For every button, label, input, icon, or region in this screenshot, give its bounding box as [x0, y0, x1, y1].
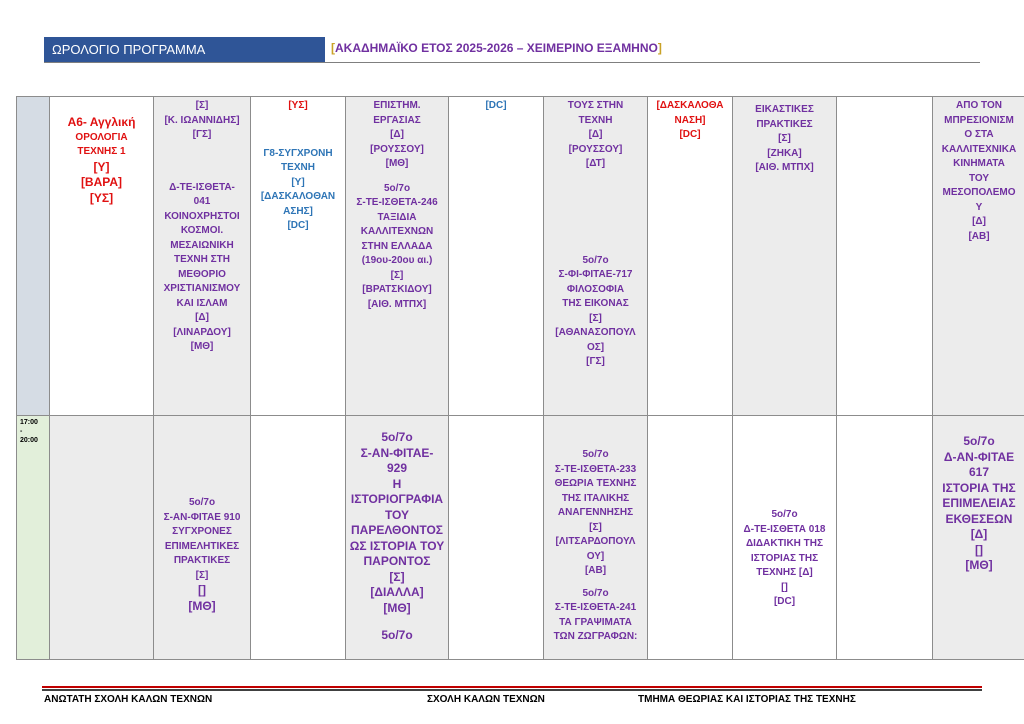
text-line: ΕΡΓΑΣΙΑΣ: [373, 114, 421, 126]
slot-r1-c1: [49, 96, 154, 416]
text-line: ΦΙΛΟΣΟΦΙΑ: [566, 283, 625, 295]
text-line: Γ8-ΣΥΓΧΡΟΝΗ: [263, 147, 333, 159]
text-line: [ΑΒ]: [968, 230, 990, 242]
text-line: ΤΕΧΝΗ: [281, 162, 315, 173]
text-line: ΚΟΣΜΟΙ.: [180, 225, 224, 236]
text-line: ΤΑΞΙΔΙΑ: [377, 211, 417, 223]
text-line: ΕΠΙΜΕΛΕΙΑΣ: [942, 496, 1016, 510]
slot-r1-c3-course: [253, 147, 343, 234]
text-line: ΟΥ]: [586, 550, 605, 562]
text-line: ΑΝΑΓΕΝΝΗΣΗΣ: [557, 507, 634, 518]
text-line: ΕΚΘΕΣΕΩΝ: [945, 511, 1013, 526]
text-line: 5ο/7ο: [582, 449, 609, 460]
text-line: ΜΕΣΟΠΟΛΕΜΟ: [942, 187, 1016, 198]
text-line: ΠΑΡΕΛΘΟΝΤΟΣ: [350, 523, 443, 537]
text-line: [ΜΘ]: [965, 558, 993, 572]
text-line: 20:00: [20, 437, 38, 444]
text-line: [ΥΣ]: [89, 190, 114, 205]
text-line: ΚΙΝΗΜΑΤΑ: [953, 158, 1005, 169]
text-line: []: [198, 583, 206, 597]
slot-r1-c2-course: [156, 181, 248, 355]
text-line: [DC]: [485, 100, 507, 111]
text-line: [ΒΡΑΤΣΚΙΔΟΥ]: [362, 284, 432, 295]
text-line: 5ο/7ο: [771, 509, 798, 520]
text-line: Σ-ΤΕ-ΙΣΘΕΤΑ-233: [554, 463, 637, 475]
text-line: ΤΟΥΣ ΣΤΗΝ: [567, 100, 624, 111]
text-line: ΟΡΟΛΟΓΙΑ: [75, 131, 128, 143]
text-line: Σ-ΑΝ-ΦΙΤΑΕ 910: [163, 511, 241, 523]
text-line: ΕΠΙΣΤΗΜ.: [373, 100, 421, 111]
text-line: ΕΙΚΑΣΤΙΚΕΣ: [755, 104, 814, 115]
text-line: [ΓΣ]: [192, 129, 212, 140]
slot-r1-c6: [543, 96, 648, 416]
text-line: ΤΕΧΝΗΣ [Δ]: [756, 567, 813, 578]
text-line: (19ου-20ου αι.): [361, 255, 433, 266]
text-line: [ΛΙΝΑΡΔΟΥ]: [173, 326, 231, 338]
text-line: ΚΟΙΝΟΧΡΗΣΤΟΙ: [164, 210, 240, 222]
text-line: Δ-ΤΕ-ΙΣΘΕΤΑ 018: [743, 523, 826, 535]
text-line: [ΜΘ]: [190, 341, 214, 352]
text-line: ΣΥΓΧΡΟΝΕΣ: [172, 526, 232, 537]
slot-r1-c6-top: [546, 99, 645, 172]
text-line: 5ο/7ο: [582, 587, 609, 599]
text-line: Ο ΣΤΑ: [964, 129, 994, 140]
text-line: 5ο/7ο: [381, 430, 413, 444]
text-line: [Σ]: [195, 100, 209, 111]
text-line: [Σ]: [389, 569, 405, 584]
text-line: [ΓΣ]: [586, 356, 605, 367]
text-line: [Δ]: [588, 129, 603, 140]
text-line: [ΜΘ]: [188, 598, 216, 613]
text-line: [Υ]: [291, 176, 305, 188]
text-line: ΙΣΤΟΡΙΑ ΤΗΣ: [942, 480, 1016, 495]
slot-r2-c2: [153, 415, 251, 660]
text-line: [ΔΑΣΚΑΛΟΘΑΝ: [260, 191, 336, 202]
slot-r2-c6-top: [546, 448, 645, 579]
text-line: ΟΣ]: [586, 341, 605, 353]
text-line: ΔΙΔΑΚΤΙΚΗ ΤΗΣ: [745, 538, 824, 549]
text-line: [Σ]: [589, 312, 602, 324]
slot-r1-c10: [932, 96, 1024, 416]
slot-r2-c4: [345, 415, 449, 660]
text-line: ΤΟΥ: [968, 172, 990, 184]
text-line: ΙΣΤΟΡΙΑΣ ΤΗΣ: [750, 552, 819, 564]
text-line: [Δ]: [972, 216, 986, 227]
slot-r2-c6-course: [546, 587, 645, 645]
slot-r2-c7: [647, 415, 733, 660]
slot-r1-c4-course: [348, 182, 446, 313]
footer-divider-dark: [42, 689, 982, 691]
text-line: [ΒΑΡΑ]: [80, 175, 123, 189]
text-line: [Υ]: [93, 159, 110, 174]
page-title: ΩΡΟΛΟΓΙΟ ΠΡΟΓΡΑΜΜΑ: [44, 37, 325, 62]
text-line: [Δ]: [195, 312, 209, 323]
text-line: Σ-ΦΙ-ΦΙΤΑΕ-717: [558, 269, 633, 280]
slot-r1-c2: [153, 96, 251, 416]
text-line: ΠΡΑΚΤΙΚΕΣ: [756, 118, 813, 130]
slot-r1-c7: [647, 96, 733, 416]
slot-r1-c4-top: [348, 99, 446, 172]
text-line: ΠΑΡΟΝΤΟΣ: [363, 554, 431, 568]
text-line: 5ο/7ο: [383, 182, 411, 194]
text-line: [ΔΤ]: [585, 158, 606, 169]
text-line: 17:00: [20, 419, 38, 426]
text-line: [ΜΘ]: [385, 158, 409, 169]
text-line: Σ-ΤΕ-ΙΣΘΕΤΑ-246: [356, 197, 438, 208]
text-line: ΤΗΣ ΕΙΚΟΝΑΣ: [562, 298, 629, 309]
text-line: ΜΠΡΕΣΙΟΝΙΣΜ: [944, 114, 1014, 126]
text-line: 617: [968, 465, 990, 479]
slot-r1-c6-course: [546, 254, 645, 370]
time-cell-row-1: [16, 96, 50, 416]
text-line: ΝΑΣΗ]: [674, 114, 706, 126]
text-line: [DC]: [773, 596, 796, 607]
text-line: ΑΣΗΣ]: [283, 205, 313, 217]
text-line: [Σ]: [195, 569, 209, 581]
text-line: []: [781, 581, 788, 593]
text-line: ΤΕΧΝΗ ΣΤΗ: [173, 254, 230, 265]
text-line: ΤΩΝ ΖΩΓΡΑΦΩΝ:: [553, 631, 638, 642]
text-line: ΤΑ ΓΡΑΨΙΜΑΤΑ: [559, 616, 632, 628]
text-line: 5ο/7ο: [188, 497, 216, 508]
text-line: Δ-ΑΝ-ΦΙΤΑΕ: [943, 449, 1015, 464]
text-line: ΩΣ ΙΣΤΟΡΙΑ ΤΟΥ: [349, 538, 445, 553]
slot-r1-c4: [345, 96, 449, 416]
footer-divider-red: [42, 686, 982, 688]
text-line: ΧΡΙΣΤΙΑΝΙΣΜΟΥ: [163, 283, 241, 294]
text-line: [DC]: [679, 129, 701, 140]
text-line: [Κ. ΙΩΑΝΝΙΔΗΣ]: [164, 114, 240, 126]
text-line: ΤΗΣ ΙΤΑΛΙΚΗΣ: [561, 492, 630, 504]
text-line: ΚΑΛΛΙΤΕΧΝΙΚΑ: [941, 143, 1017, 155]
slot-r1-c3-top: [253, 99, 343, 114]
text-line: [ΑΙΘ. ΜΤΠΧ]: [755, 162, 814, 173]
text-line: [ΥΣ]: [288, 100, 308, 111]
text-line: [ΡΟΥΣΣΟΥ]: [568, 143, 623, 155]
text-line: ΜΕΘΟΡΙΟ: [178, 268, 226, 280]
text-line: Υ: [975, 201, 983, 213]
text-line: [Σ]: [589, 521, 602, 533]
text-line: ΕΠΙΜΕΛΗΤΙΚΕΣ: [164, 540, 240, 552]
text-line: 5ο/7ο: [963, 434, 995, 448]
text-line: -: [20, 428, 23, 435]
text-line: [ΜΘ]: [383, 600, 411, 615]
slot-r2-c5: [448, 415, 544, 660]
slot-r1-c5: [448, 96, 544, 416]
table-row-1: [17, 97, 1024, 416]
text-line: ΤΕΧΝΗΣ 1: [77, 146, 126, 157]
text-line: [Δ]: [390, 129, 404, 140]
text-line: ΙΣΤΟΡΙΟΓΡΑΦΙΑ: [350, 492, 444, 506]
text-line: ΘΕΩΡΙΑ ΤΕΧΝΗΣ: [554, 478, 637, 489]
text-line: ΑΠΟ ΤΟΝ: [956, 100, 1002, 111]
slot-r2-c3: [250, 415, 346, 660]
text-line: Α6- Αγγλική: [67, 115, 136, 129]
text-line: 5ο/7ο: [381, 628, 413, 642]
text-line: [ΑΙΘ. ΜΤΠΧ]: [367, 298, 427, 310]
slot-r1-c2-top: [156, 99, 248, 143]
text-line: [DC]: [287, 220, 309, 231]
text-line: ΤΕΧΝΗ: [578, 114, 613, 126]
text-line: ΠΡΑΚΤΙΚΕΣ: [173, 555, 231, 566]
text-line: [Σ]: [390, 269, 404, 281]
slot-r1-c3: [250, 96, 346, 416]
text-line: ΣΤΗΝ ΕΛΛΑΔΑ: [361, 240, 433, 252]
text-line: ΤΟΥ: [384, 507, 410, 522]
text-line: 041: [193, 196, 211, 207]
text-line: [Δ]: [970, 527, 988, 541]
text-line: []: [975, 542, 983, 557]
text-line: [Σ]: [778, 133, 791, 144]
text-line: Η: [392, 476, 402, 491]
text-line: [ΑΘΑΝΑΣΟΠΟΥΛ: [555, 327, 636, 338]
text-line: Δ-ΤΕ-ΙΣΘΕΤΑ-: [169, 181, 235, 193]
text-line: ΚΑΛΛΙΤΕΧΝΩΝ: [360, 226, 434, 237]
time-cell-row-2: [16, 415, 50, 660]
slot-r2-c1: [49, 415, 154, 660]
text-line: ΚΑΙ ΙΣΛΑΜ: [176, 297, 228, 309]
text-line: ΜΕΣΑΙΩΝΙΚΗ: [170, 239, 234, 251]
footer-department: ΤΜΗΜΑ ΘΕΩΡΙΑΣ ΚΑΙ ΙΣΤΟΡΙΑΣ ΤΗΣ ΤΕΧΝΗΣ: [638, 694, 856, 705]
text-line: [ΖΗΚΑ]: [767, 147, 802, 159]
text-line: [ΡΟΥΣΣΟΥ]: [370, 143, 424, 155]
text-line: [ΔΙΑΛΛΑ]: [370, 585, 424, 599]
text-line: 929: [386, 461, 408, 475]
text-line: [ΔΑΣΚΑΛΟΘΑ: [656, 100, 724, 111]
text-line: [ΛΙΤΣΑΡΔΟΠΟΥΛ: [555, 536, 636, 547]
text-line: Σ-ΤΕ-ΙΣΘΕΤΑ-241: [554, 602, 637, 613]
slot-r1-c8: [732, 96, 837, 416]
slot-r2-c9: [836, 415, 933, 660]
slot-r2-c10: [932, 415, 1024, 660]
text-line: 5ο/7ο: [582, 254, 609, 266]
slot-r1-c7-text: [650, 99, 730, 143]
header-divider: [44, 62, 980, 63]
slot-r2-c6: [543, 415, 648, 660]
footer-school: ΣΧΟΛΗ ΚΑΛΩΝ ΤΕΧΝΩΝ: [427, 694, 545, 705]
table-row-2: [17, 416, 1024, 660]
text-line: Σ-ΑΝ-ΦΙΤΑΕ-: [360, 445, 434, 460]
text-line: [ΑΒ]: [584, 565, 607, 576]
slot-r2-c8: [732, 415, 837, 660]
academic-year: [ΑΚΑΔΗΜΑΪΚΟ ΕΤΟΣ 2025-2026 – ΧΕΙΜΕΡΙΝΟ ΕΞΑΜΗΝΟ]: [331, 41, 662, 55]
footer-university: ΑΝΩΤΑΤΗ ΣΧΟΛΗ ΚΑΛΩΝ ΤΕΧΝΩΝ: [44, 694, 213, 705]
slot-r1-c9: [836, 96, 933, 416]
